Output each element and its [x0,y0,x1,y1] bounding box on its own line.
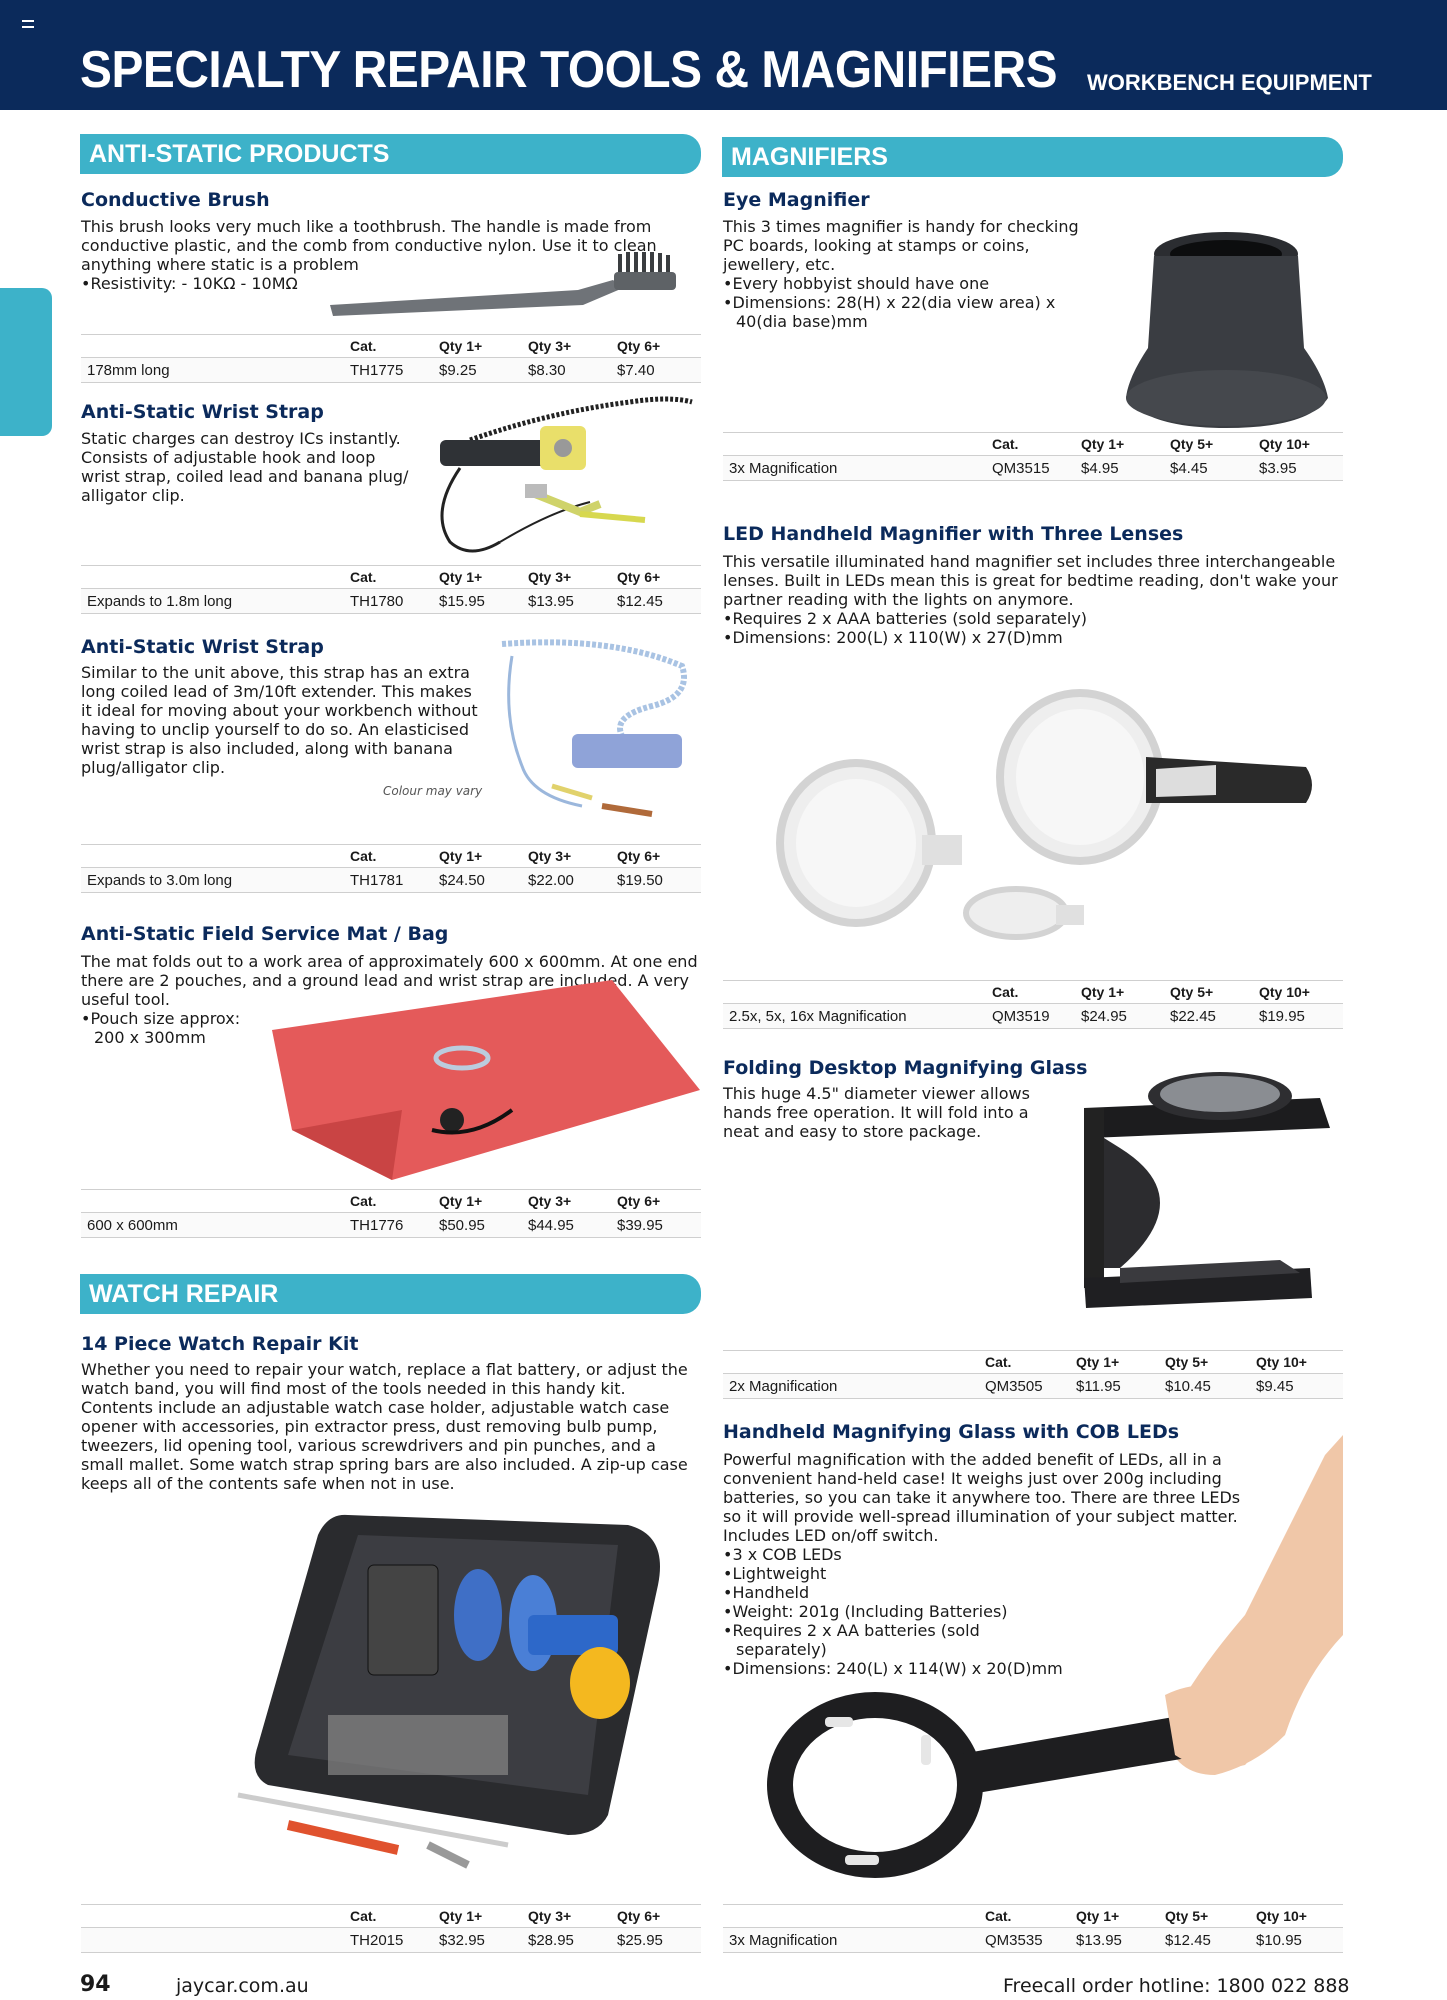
desc-text: This versatile illuminated hand magnifier set includes three interchangeable lenses. Built in LEDs mean this is great for bedtime reading, don't wake your partner reading with the lights on anymore. [723,552,1338,609]
table-row [723,456,1343,481]
menu-icon [22,20,34,28]
cell-price: $4.95 [1081,456,1170,481]
col-qty1: Qty 1+ [439,1905,528,1928]
section-watch-repair: WATCH REPAIR [80,1274,701,1314]
bullet-list [723,609,1343,647]
cell-price: $9.45 [1256,1374,1343,1399]
col-qty6: Qty 6+ [617,1190,701,1213]
bullet-item: • Weight: 201g (Including Batteries) [723,1602,1023,1621]
cell-price: $44.95 [528,1213,617,1238]
bullet-item: • Lightweight [723,1564,1023,1583]
col-qty10: Qty 10+ [1256,1905,1343,1928]
product-desc-wrist-strap [81,429,416,505]
cell-price: $7.40 [617,358,701,383]
bullet-item: • Resistivity: - 10KΩ - 10MΩ [81,274,661,293]
cell-cat: TH1775 [350,358,439,383]
bullet-item: • Requires 2 x AAA batteries (sold separately) [723,609,1343,628]
field-mat-image [272,980,702,1185]
cell-price: $13.95 [528,589,617,614]
cell-label: 2x Magnification [723,1374,985,1399]
cell-cat: TH1780 [350,589,439,614]
product-desc-folding-glass [723,1084,1043,1141]
cell-price: $25.95 [617,1928,701,1953]
desc-text: This 3 times magnifier is handy for checking PC boards, looking at stamps or coins, jewellery, etc. [723,217,1079,274]
col-qty6: Qty 6+ [617,1905,701,1928]
desc-text: Static charges can destroy ICs instantly. Consists of adjustable hook and loop wrist strap, coiled lead and banana plug/ alligator clip. [81,429,409,505]
website-link[interactable]: jaycar.com.au [176,1975,309,1997]
section-anti-static: ANTI-STATIC PRODUCTS [80,134,701,174]
cell-price: $13.95 [1076,1928,1165,1953]
cell-cat: QM3519 [992,1004,1081,1029]
page-title: SPECIALTY REPAIR TOOLS & MAGNIFIERS [80,41,1058,99]
cell-cat: QM3515 [992,456,1081,481]
cell-price: $10.45 [1165,1374,1256,1399]
bullet-item: • Handheld [723,1583,1023,1602]
col-qty6: Qty 6+ [617,335,701,358]
col-qty1: Qty 1+ [1081,981,1170,1004]
product-desc-eye-magnifier [723,217,1093,331]
col-qty1: Qty 1+ [1076,1905,1165,1928]
cell-cat: TH2015 [350,1928,439,1953]
cell-price: $19.50 [617,868,701,893]
price-table-wrist-strap [81,565,701,614]
col-qty3: Qty 3+ [528,566,617,589]
product-title-wrist-strap-2: Anti-Static Wrist Strap [81,636,324,658]
page-number: 94 [80,1972,111,1997]
col-qty1: Qty 1+ [1076,1351,1165,1374]
cell-label: 3x Magnification [723,1928,985,1953]
price-table-folding-glass [723,1350,1343,1399]
desc-text: Powerful magnification with the added benefit of LEDs, all in a convenient hand-held case! It weighs just over 200g including batteries, so you can take it anywhere too. There are three LEDs so it will provide well-spread illumination of your subject matter. Includes LED on/off switch. [723,1450,1241,1545]
product-title-folding-glass: Folding Desktop Magnifying Glass [723,1057,1088,1079]
bullet-item: • Requires 2 x AA batteries (sold separately) [723,1621,1023,1659]
product-desc-wrist-strap-2 [81,663,481,777]
bullet-item: • Every hobbyist should have one [723,274,1093,293]
cell-label: Expands to 3.0m long [81,868,350,893]
col-qty10: Qty 10+ [1256,1351,1343,1374]
bullet-list [723,274,1093,331]
cell-price: $50.95 [439,1213,528,1238]
col-cat: Cat. [350,1190,439,1213]
col-qty6: Qty 6+ [617,845,701,868]
cell-cat: QM3535 [985,1928,1076,1953]
cell-cat: TH1776 [350,1213,439,1238]
col-qty1: Qty 1+ [439,1190,528,1213]
bullet-item: • Dimensions: 28(H) x 22(dia view area) x 40(dia base)mm [723,293,1093,331]
desc-text: Similar to the unit above, this strap has an extra long coiled lead of 3m/10ft extender. This makes it ideal for moving about your workbench without having to unclip yourself to do so. An elasticised wrist strap is also included, along with banana plug/alligator clip. [81,663,478,777]
cell-price: $22.00 [528,868,617,893]
price-table-cob-glass [723,1904,1343,1953]
colour-note: Colour may vary [383,784,483,798]
col-cat: Cat. [992,981,1081,1004]
col-qty5: Qty 5+ [1170,433,1259,456]
cell-label: Expands to 1.8m long [81,589,350,614]
bullet-item: • Pouch size approx: 200 x 300mm [81,1009,256,1047]
led-handheld-image [766,685,1322,965]
section-magnifiers: MAGNIFIERS [722,137,1343,177]
col-qty5: Qty 5+ [1165,1905,1256,1928]
col-qty3: Qty 3+ [528,1190,617,1213]
cell-label [81,1928,350,1953]
hotline: Freecall order hotline: 1800 022 888 [1003,1975,1350,1997]
table-row [81,1928,701,1953]
cell-price: $39.95 [617,1213,701,1238]
price-table-conductive-brush [81,334,701,383]
col-qty3: Qty 3+ [528,335,617,358]
cell-price: $10.95 [1256,1928,1343,1953]
col-cat: Cat. [350,845,439,868]
col-qty10: Qty 10+ [1259,433,1343,456]
cob-glass-image [785,1435,1343,1895]
price-table-wrist-strap-2 [81,844,701,893]
cell-price: $11.95 [1076,1374,1165,1399]
cell-price: $22.45 [1170,1004,1259,1029]
desc-text: This brush looks very much like a toothbrush. The handle is made from conductive plastic, and the comb from conductive nylon. Use it to clean anything where static is a problem [81,217,657,274]
table-row [723,1928,1343,1953]
bullet-item: • Dimensions: 240(L) x 114(W) x 20(D)mm [723,1659,1123,1678]
conductive-brush-image [328,250,700,318]
cell-price: $28.95 [528,1928,617,1953]
cell-price: $15.95 [439,589,528,614]
cell-label: 2.5x, 5x, 16x Magnification [723,1004,992,1029]
page-subtitle: WORKBENCH EQUIPMENT [1087,70,1372,95]
cell-cat: TH1781 [350,868,439,893]
col-qty1: Qty 1+ [439,566,528,589]
price-table-eye-magnifier [723,432,1343,481]
desc-text: This huge 4.5" diameter viewer allows hands free operation. It will fold into a neat and easy to store package. [723,1084,1030,1141]
col-qty5: Qty 5+ [1170,981,1259,1004]
product-desc-led-handheld [723,552,1343,647]
folding-glass-image [1080,1068,1332,1308]
watch-kit-image [228,1505,688,1885]
eye-magnifier-image [1118,228,1334,428]
wrist-strap-2-image [492,636,702,826]
cell-price: $32.95 [439,1928,528,1953]
bullet-list [81,1009,256,1047]
table-row [81,1213,701,1238]
cell-label: 178mm long [81,358,350,383]
col-qty1: Qty 1+ [1081,433,1170,456]
desc-text: Whether you need to repair your watch, replace a flat battery, or adjust the watch band, you will find most of the tools needed in this handy kit. Contents include an adjustable watch case holder, adjustable watch case opener with accessories, pin extractor press, dust removing bulb pump, tweezers, lid opening tool, various screwdrivers and pin punches, and a small mallet. Some watch strap spring bars are also included. A zip-up case keeps all of the contents safe when not in use. [81,1360,688,1493]
cell-cat: QM3505 [985,1374,1076,1399]
product-title-field-mat: Anti-Static Field Service Mat / Bag [81,923,449,945]
col-qty1: Qty 1+ [439,845,528,868]
col-cat: Cat. [350,566,439,589]
product-title-led-handheld: LED Handheld Magnifier with Three Lenses [723,523,1184,545]
product-title-conductive-brush: Conductive Brush [81,189,270,211]
cell-price: $12.45 [1165,1928,1256,1953]
product-title-eye-magnifier: Eye Magnifier [723,189,870,211]
cell-price: $24.95 [1081,1004,1170,1029]
product-desc-watch-kit [81,1360,696,1493]
cell-price: $24.50 [439,868,528,893]
col-cat: Cat. [985,1351,1076,1374]
table-row [81,589,701,614]
wrist-strap-image [430,392,702,562]
table-row [81,868,701,893]
desc-text: The mat folds out to a work area of approximately 600 x 600mm. At one end there are 2 pouches, and a ground lead and wrist strap are included. A very useful tool. [81,952,698,1009]
col-qty6: Qty 6+ [617,566,701,589]
table-row [723,1004,1343,1029]
product-title-watch-kit: 14 Piece Watch Repair Kit [81,1333,359,1355]
side-tab [0,288,52,436]
cell-price: $3.95 [1259,456,1343,481]
price-table-led-handheld [723,980,1343,1029]
col-qty10: Qty 10+ [1259,981,1343,1004]
bullet-item: • 3 x COB LEDs [723,1545,1023,1564]
cell-price: $9.25 [439,358,528,383]
price-table-watch-kit [81,1904,701,1953]
cell-price: $4.45 [1170,456,1259,481]
cell-price: $12.45 [617,589,701,614]
col-cat: Cat. [350,335,439,358]
cell-price: $8.30 [528,358,617,383]
col-cat: Cat. [350,1905,439,1928]
price-table-field-mat [81,1189,701,1238]
col-qty1: Qty 1+ [439,335,528,358]
table-row [81,358,701,383]
table-row [723,1374,1343,1399]
product-title-wrist-strap: Anti-Static Wrist Strap [81,401,324,423]
col-qty3: Qty 3+ [528,1905,617,1928]
bullet-item: • Dimensions: 200(L) x 110(W) x 27(D)mm [723,628,1343,647]
col-cat: Cat. [985,1905,1076,1928]
cell-label: 3x Magnification [723,456,992,481]
col-qty3: Qty 3+ [528,845,617,868]
col-cat: Cat. [992,433,1081,456]
col-qty5: Qty 5+ [1165,1351,1256,1374]
cell-label: 600 x 600mm [81,1213,350,1238]
cell-price: $19.95 [1259,1004,1343,1029]
product-title-cob-glass: Handheld Magnifying Glass with COB LEDs [723,1421,1180,1443]
